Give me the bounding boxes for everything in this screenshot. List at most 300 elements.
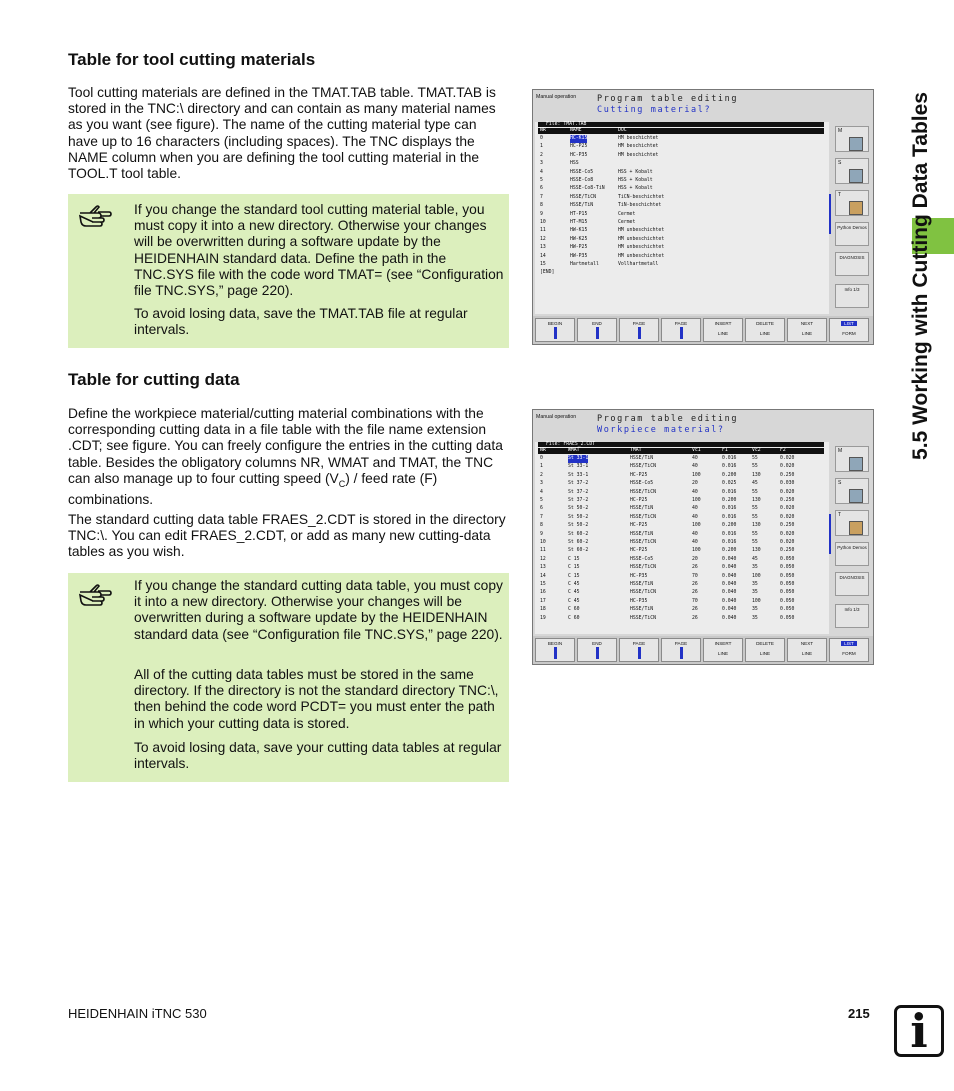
table-cell: HW-K25	[570, 236, 588, 242]
info-button[interactable]	[835, 284, 869, 308]
softkey-label: LINE	[759, 331, 771, 336]
table-row[interactable]	[538, 463, 824, 471]
table-cell: 0.040	[722, 573, 737, 579]
table-cell: 130	[752, 498, 761, 503]
table-cell: 40	[692, 489, 698, 495]
m-function-box	[835, 126, 869, 152]
side-panel	[831, 440, 873, 634]
table-row[interactable]	[538, 194, 824, 202]
table-cell: 0.016	[722, 464, 737, 470]
arrow-up-icon	[638, 327, 641, 339]
softkey-label: LINE	[759, 651, 771, 656]
table-cell: 0.050	[780, 590, 795, 596]
table-row[interactable]	[538, 581, 824, 589]
table-cell: 3	[540, 161, 543, 167]
table-cell: HM unbeschichtet	[618, 236, 665, 242]
table-row[interactable]	[538, 606, 824, 614]
table-cell: 100	[692, 498, 701, 503]
spindle-box	[835, 478, 869, 504]
table-cell: 55	[752, 531, 758, 537]
softkey-label: LINE	[801, 651, 813, 656]
table-cell: 16	[540, 590, 546, 596]
pointing-hand-icon	[78, 204, 112, 228]
softkey-label: DELETE	[756, 321, 774, 326]
table-cell: 2	[540, 152, 543, 158]
table-cell: 0.040	[722, 582, 737, 587]
table-cell: Vollhartmetall	[618, 262, 659, 267]
table-cell: HSSE/TiN	[630, 506, 654, 512]
table-cell: 26	[692, 590, 698, 596]
page-down-softkey[interactable]	[661, 318, 701, 342]
table-row[interactable]	[538, 547, 824, 555]
begin-softkey[interactable]	[535, 318, 575, 342]
softkey-label: LINE	[801, 331, 813, 336]
softkey-label: PAGE	[674, 641, 688, 646]
table-cell: HM unbeschichtet	[618, 245, 665, 251]
body-text: ) / feed rate (F) combinations.	[68, 470, 438, 507]
table-cell: 0.050	[780, 573, 795, 579]
table-cell: C 15	[568, 573, 580, 579]
table-row[interactable]	[538, 615, 824, 623]
table-cell: HC-K15	[570, 136, 588, 141]
table-cell: 20	[692, 481, 698, 487]
table-cell: 13	[540, 245, 546, 251]
table-cell: HM beschichtet	[618, 136, 659, 141]
arrow-down-icon	[680, 647, 683, 659]
table-cell: 26	[692, 615, 698, 621]
table-cell: St 37-2	[568, 489, 589, 495]
table-cell: HSSE/TiN	[630, 607, 654, 613]
table-cell: HW-P35	[570, 253, 588, 259]
body-paragraph	[68, 406, 510, 508]
section-heading-cutting-data: Table for cutting data	[68, 370, 240, 389]
m-function-box	[835, 446, 869, 472]
file-name-bar: File: TMAT.TAB	[538, 122, 824, 127]
column-header: NR	[540, 448, 546, 453]
table-cell: 26	[692, 565, 698, 571]
table-cell: HC-P35	[570, 152, 588, 158]
table-cell: HSSE/TiN	[630, 531, 654, 537]
note-text: If you change the standard cutting data table, you must copy it into a new directory. Otherwise your changes will be overwritten during a software update by the HEIDENHAIN standard data (see “Configuration file TNC.SYS,” page 220).	[134, 578, 503, 642]
column-header: NAME	[570, 128, 582, 133]
table-cell: 40	[692, 456, 698, 461]
table-cell: St 60-2	[568, 540, 589, 545]
screen-prompt: Cutting material?	[597, 105, 712, 115]
table-cell: 8	[540, 523, 543, 529]
note-text: All of the cutting data tables must be stored in the same directory. If the directory is not the standard directory TNC:\, then behind the code word PCDT= you must enter the path in which your cutting data is stored.	[134, 667, 499, 731]
table-row[interactable]	[538, 227, 824, 235]
table-cell: 0	[540, 136, 543, 141]
table-cell: HM unbeschichtet	[618, 253, 665, 259]
table-row[interactable]	[538, 269, 824, 277]
table-cell: 100	[752, 598, 761, 604]
side-heading-text: 5.5 Working with Cutting Data Tables	[909, 92, 932, 460]
table-cell: 100	[692, 472, 701, 478]
table-row[interactable]	[538, 472, 824, 480]
insert-line-softkey[interactable]	[703, 638, 743, 662]
tnc-screenshot-cutting-material	[532, 89, 874, 345]
intro-paragraph: Tool cutting materials are defined in the TMAT.TAB table. TMAT.TAB is stored in the TNC:\ directory and can contain as many material names as you want (see figure). The name of the cutting material type can have up to 16 characters (including spaces). The TNC displays the NAME column when you are defining the tool cutting material in the TOOL.T tool table.	[68, 85, 496, 182]
diagnosis-button[interactable]	[835, 252, 869, 276]
panel-label: Info 1/3	[844, 287, 860, 292]
column-header: F1	[722, 448, 728, 453]
subscript: C	[338, 478, 346, 489]
table-cell: 19	[540, 615, 546, 621]
table-cell: 17	[540, 598, 546, 604]
panel-label: DIAGNOSIS	[839, 575, 865, 580]
table-row[interactable]	[538, 177, 824, 185]
table-cell: 0.050	[780, 615, 795, 621]
table-row[interactable]	[538, 573, 824, 581]
footer-product-name: HEIDENHAIN iTNC 530	[68, 1006, 207, 1021]
column-header: TMAT	[630, 448, 642, 453]
arrow-down-icon	[596, 647, 599, 659]
tool-box	[835, 510, 869, 536]
table-cell: Cermet	[618, 220, 636, 225]
arrow-down-icon	[680, 327, 683, 339]
table-cell: 35	[752, 615, 758, 621]
table-cell: HSS + Kobalt	[618, 178, 653, 183]
table-cell: HC-P25	[630, 523, 648, 529]
python-demos-button[interactable]	[835, 222, 869, 246]
table-header	[538, 128, 824, 134]
table-row[interactable]	[538, 531, 824, 539]
table-cell: 5	[540, 178, 543, 183]
table-cell: HC-P35	[630, 598, 648, 604]
arrow-up-icon	[554, 647, 557, 659]
table-cell: 55	[752, 540, 758, 545]
table-cell: 9	[540, 211, 543, 217]
table-cell: 0	[540, 456, 543, 461]
table-row[interactable]	[538, 480, 824, 488]
table-cell: St 33-1	[568, 456, 589, 461]
table-cell: St 60-2	[568, 548, 589, 554]
table-row[interactable]	[538, 539, 824, 547]
column-header: Vc2	[752, 448, 761, 453]
table-cell: 0.025	[722, 481, 737, 487]
softkey-label: NEXT	[800, 641, 814, 646]
table-cell: C 15	[568, 565, 580, 571]
table-cell: C 60	[568, 607, 580, 613]
table-cell: HC-P25	[630, 498, 648, 503]
table-row[interactable]	[538, 211, 824, 219]
table-cell: 35	[752, 590, 758, 596]
table-cell: St 33-1	[568, 464, 589, 470]
table-cell: 55	[752, 514, 758, 520]
softkey-bar	[533, 316, 873, 344]
table-row[interactable]	[538, 202, 824, 210]
table-cell: 40	[692, 531, 698, 537]
table-row[interactable]	[538, 489, 824, 497]
table-cell: St 60-2	[568, 531, 589, 537]
table-cell: 15	[540, 582, 546, 587]
spindle-box	[835, 158, 869, 184]
table-row[interactable]	[538, 244, 824, 252]
table-cell: 0.020	[780, 540, 795, 545]
softkey-label: END	[592, 321, 602, 326]
table-cell: 26	[692, 582, 698, 587]
table-cell: 35	[752, 582, 758, 587]
softkey-label: BEGIN	[547, 321, 563, 326]
table-cell: HW-K15	[570, 228, 588, 234]
table-cell: 18	[540, 607, 546, 613]
table-row[interactable]	[538, 522, 824, 530]
screen-prompt: Workpiece material?	[597, 425, 725, 435]
panel-label: Python Demos	[837, 225, 867, 230]
spindle-icon	[849, 169, 863, 183]
table-cell: 10	[540, 220, 546, 225]
softkey-label: LINE	[717, 651, 729, 656]
table-row[interactable]	[538, 556, 824, 564]
table-cell: HC-P25	[570, 144, 588, 150]
table-cell: 45	[752, 556, 758, 562]
table-cell: HSS + Kobalt	[618, 169, 653, 175]
insert-line-softkey[interactable]	[703, 318, 743, 342]
python-demos-button[interactable]	[835, 542, 869, 566]
table-cell: C 45	[568, 598, 580, 604]
table-cell: 26	[692, 607, 698, 613]
table-area	[535, 122, 829, 314]
table-cell: 70	[692, 573, 698, 579]
table-row[interactable]	[538, 219, 824, 227]
softkey-bar	[533, 636, 873, 664]
table-row[interactable]	[538, 185, 824, 193]
table-cell: HSSE-Co5	[630, 556, 654, 562]
table-cell: Hartmetall	[570, 262, 599, 267]
note-box	[68, 194, 509, 348]
table-cell: HSSE/TiN	[630, 582, 654, 587]
table-cell: 70	[692, 598, 698, 604]
table-cell: 1	[540, 144, 543, 150]
begin-softkey[interactable]	[535, 638, 575, 662]
table-cell: 40	[692, 506, 698, 512]
table-cell: C 45	[568, 582, 580, 587]
end-softkey[interactable]	[577, 318, 617, 342]
table-row[interactable]	[538, 261, 824, 269]
table-cell: 0.250	[780, 472, 795, 478]
table-cell: 12	[540, 556, 546, 562]
info-button[interactable]	[835, 604, 869, 628]
table-cell: HSSE/TiCN	[630, 489, 656, 495]
delete-line-softkey[interactable]	[745, 318, 785, 342]
table-cell: 0.016	[722, 489, 737, 495]
table-cell: 0.050	[780, 565, 795, 571]
delete-line-softkey[interactable]	[745, 638, 785, 662]
table-cell: HC-P35	[630, 573, 648, 579]
list-form-softkey[interactable]	[829, 318, 869, 342]
softkey-label: INSERT	[714, 321, 732, 326]
screen-title: Program table editing	[597, 94, 739, 104]
table-cell: St 37-2	[568, 498, 589, 503]
panel-label: DIAGNOSIS	[839, 255, 865, 260]
table-cell: HC-P25	[630, 548, 648, 554]
table-cell: HSSE-Co8	[570, 178, 594, 183]
side-heading	[895, 46, 947, 506]
table-cell: 40	[692, 540, 698, 545]
table-cell: 4	[540, 489, 543, 495]
table-cell: 20	[692, 556, 698, 562]
panel-label: Python Demos	[837, 545, 867, 550]
panel-label: T	[838, 192, 842, 198]
page-down-softkey[interactable]	[661, 638, 701, 662]
arrow-down-icon	[596, 327, 599, 339]
page-up-softkey[interactable]	[619, 638, 659, 662]
panel-label: M	[838, 128, 843, 134]
table-row[interactable]	[538, 169, 824, 177]
table-row[interactable]	[538, 160, 824, 168]
softkey-label: LINE	[717, 331, 729, 336]
table-cell: 0.020	[780, 456, 795, 461]
table-cell: 2	[540, 472, 543, 478]
table-cell: HSSE-Co5	[570, 169, 594, 175]
table-cell: 8	[540, 203, 543, 209]
table-cell: 40	[692, 514, 698, 520]
softkey-label: PAGE	[632, 641, 646, 646]
body-text: Define the workpiece material/cutting material combinations with the corresponding cutting data in a file table with the file name extension .CDT; see figure. You can freely configure the entries in the cutting data table. Besides the obligatory columns NR, WMAT and TMAT, the TNC can also manage up to four cutting speed (V	[68, 406, 503, 486]
next-line-softkey[interactable]	[787, 318, 827, 342]
table-cell: 6	[540, 506, 543, 512]
table-cell: HM beschichtet	[618, 152, 659, 158]
table-cell: TiCN-beschichtet	[618, 194, 665, 200]
table-cell: HSSE/TiCN	[630, 464, 656, 470]
column-header: NR	[540, 128, 546, 133]
table-cell: 0.020	[780, 514, 795, 520]
table-cell: HSSE/TiCN	[630, 514, 656, 520]
table-cell: 35	[752, 565, 758, 571]
side-panel	[831, 120, 873, 314]
end-softkey[interactable]	[577, 638, 617, 662]
table-cell: 13	[540, 565, 546, 571]
next-line-softkey[interactable]	[787, 638, 827, 662]
table-cell: 0.020	[780, 489, 795, 495]
table-cell: HSSE/TiCN	[570, 194, 596, 200]
table-cell: 0.040	[722, 607, 737, 613]
panel-label: Info 1/3	[844, 607, 860, 612]
table-cell: 55	[752, 506, 758, 512]
info-glyph: i	[910, 1004, 928, 1058]
table-cell: 3	[540, 481, 543, 487]
table-cell: 0.016	[722, 531, 737, 537]
table-cell: HT-P15	[570, 211, 588, 217]
table-row[interactable]	[538, 598, 824, 606]
table-row[interactable]	[538, 505, 824, 513]
table-cell: 55	[752, 489, 758, 495]
tool-icon	[849, 521, 863, 535]
table-cell: 9	[540, 531, 543, 537]
spindle-icon	[849, 489, 863, 503]
table-cell: 0.050	[780, 607, 795, 613]
screen-header	[533, 90, 873, 120]
screen-title: Program table editing	[597, 414, 739, 424]
table-cell: 55	[752, 464, 758, 470]
table-row[interactable]	[538, 152, 824, 160]
table-cell: 12	[540, 236, 546, 242]
table-row[interactable]	[538, 514, 824, 522]
table-cell: Cermet	[618, 211, 636, 217]
table-cell: 130	[752, 523, 761, 529]
table-cell: HSSE/TiCN	[630, 615, 656, 621]
page-number: 215	[848, 1006, 870, 1021]
table-cell: 0.020	[780, 464, 795, 470]
table-cell: 11	[540, 228, 546, 234]
table-row[interactable]	[538, 143, 824, 151]
table-cell: HSS	[570, 161, 579, 167]
file-name-bar: File: FRAES_2.CDT	[538, 442, 824, 447]
softkey-label: LIST	[841, 641, 857, 646]
table-cell: 14	[540, 253, 546, 259]
table-cell: HSSE/TiCN	[630, 540, 656, 545]
list-form-softkey[interactable]	[829, 638, 869, 662]
note-text: To avoid losing data, save your cutting data tables at regular intervals.	[134, 740, 502, 772]
table-cell: C 15	[568, 556, 580, 562]
table-header	[538, 448, 824, 454]
table-cell: HSSE/TiN	[630, 456, 654, 461]
table-cell: 0.200	[722, 498, 737, 503]
softkey-label: FORM	[842, 331, 856, 336]
table-cell: 45	[752, 481, 758, 487]
arrow-up-icon	[638, 647, 641, 659]
note-text: To avoid losing data, save the TMAT.TAB file at regular intervals.	[134, 306, 468, 338]
info-icon	[894, 1005, 944, 1057]
table-row[interactable]	[538, 564, 824, 572]
diagnosis-button[interactable]	[835, 572, 869, 596]
tool-icon	[849, 201, 863, 215]
table-cell: 40	[692, 464, 698, 470]
table-cell: C 60	[568, 615, 580, 621]
table-cell: HW-P25	[570, 245, 588, 251]
table-cell: 7	[540, 514, 543, 520]
table-cell: 0.040	[722, 590, 737, 596]
table-cell: HT-M15	[570, 220, 588, 225]
table-cell: 0.040	[722, 556, 737, 562]
panel-label: S	[838, 480, 842, 486]
machine-icon	[849, 457, 863, 471]
table-cell: 0.050	[780, 582, 795, 587]
table-cell: HC-P25	[630, 472, 648, 478]
tnc-screenshot-cutting-data	[532, 409, 874, 665]
table-row[interactable]	[538, 253, 824, 261]
table-row[interactable]	[538, 135, 824, 143]
note-box	[68, 573, 509, 782]
table-cell: 100	[692, 548, 701, 554]
table-cell: 100	[692, 523, 701, 529]
table-row[interactable]	[538, 497, 824, 505]
section-heading-tool-cutting-materials: Table for tool cutting materials	[68, 50, 316, 69]
table-cell: HSSE-Co8-TiN	[570, 186, 605, 192]
table-row[interactable]	[538, 455, 824, 463]
softkey-label: DELETE	[756, 641, 774, 646]
table-cell: C 45	[568, 590, 580, 596]
table-cell: St 50-2	[568, 514, 589, 520]
panel-label: T	[838, 512, 842, 518]
table-row[interactable]	[538, 236, 824, 244]
column-header: WMAT	[568, 448, 580, 453]
arrow-up-icon	[554, 327, 557, 339]
operating-mode: Manual operation	[536, 94, 577, 100]
table-cell: HM beschichtet	[618, 144, 659, 150]
screen-header	[533, 410, 873, 440]
softkey-label: FORM	[842, 651, 856, 656]
table-cell: 0.050	[780, 598, 795, 604]
page-up-softkey[interactable]	[619, 318, 659, 342]
table-cell: 0.200	[722, 472, 737, 478]
table-cell: HSSE/TiN	[570, 203, 594, 209]
column-header: Vc1	[692, 448, 701, 453]
table-cell: 1	[540, 464, 543, 470]
table-cell: HSSE/TiCN	[630, 590, 656, 596]
table-cell: 35	[752, 607, 758, 613]
table-row[interactable]	[538, 589, 824, 597]
